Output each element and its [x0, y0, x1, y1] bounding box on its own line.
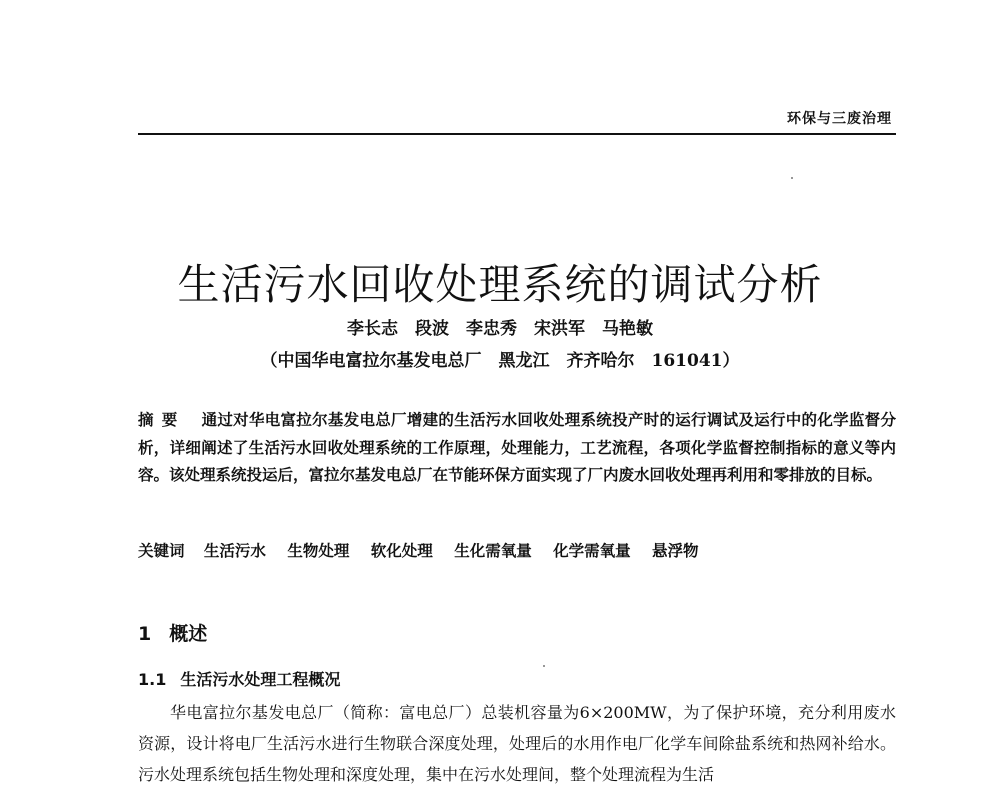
- scan-speck: [543, 665, 545, 667]
- paper-title: 生活污水回收处理系统的调试分析: [177, 260, 823, 310]
- subsection-number: 1.1: [138, 670, 167, 689]
- keyword: 生化需氧量: [454, 541, 532, 560]
- section-title: 概述: [169, 622, 208, 645]
- section-tag: 环保与三废治理: [787, 111, 892, 127]
- keywords-label: 关键词: [138, 542, 185, 560]
- section-heading: [138, 619, 207, 646]
- keyword: 软化处理: [370, 541, 433, 560]
- keyword: 化学需氧量: [553, 541, 631, 560]
- keyword: 生物处理: [287, 541, 350, 560]
- header-rule: [138, 133, 896, 135]
- abstract: [138, 406, 896, 488]
- body-paragraph: 华电富拉尔基发电总厂（简称：富电总厂）总装机容量为6×200MW，为了保护环境，充分利用废水资源，设计将电厂生活污水进行生物联合深度处理，处理后的水用作电厂化学车间除盐系统和热网补给水。污水处理系统包括生物处理和深度处理，集中在污水处理间，整个处理流程为生活: [138, 703, 896, 784]
- abstract-label: 摘要: [138, 411, 186, 429]
- section-number: 1: [138, 622, 152, 645]
- subsection-title: 生活污水处理工程概况: [180, 670, 341, 689]
- subsection-heading: [138, 667, 340, 690]
- keyword: 悬浮物: [652, 541, 699, 560]
- abstract-text: 通过对华电富拉尔基发电总厂增建的生活污水回收处理系统投产时的运行调试及运行中的化学监督分析，详细阐述了生活污水回收处理系统的工作原理，处理能力，工艺流程，各项化学监督控制指标的意义等内容。该处理系统投运后，富拉尔基发电总厂在节能环保方面实现了厂内废水回收处理再利用和零排放的目标。: [138, 410, 896, 484]
- author-list: 李长志 段波 李忠秀 宋洪军 马艳敏: [347, 319, 653, 339]
- keywords: [138, 539, 896, 561]
- keyword: 生活污水: [203, 541, 266, 560]
- affiliation: （中国华电富拉尔基发电总厂 黑龙江 齐齐哈尔 161041）: [260, 351, 740, 371]
- scan-speck: [791, 177, 793, 179]
